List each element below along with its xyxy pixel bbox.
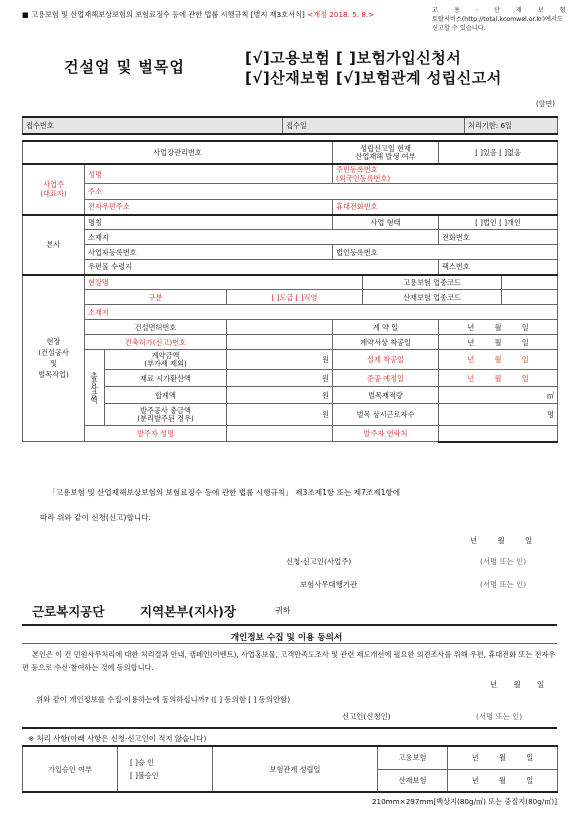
contract-date-label: 계 약 일 — [333, 320, 439, 335]
ind-insurance-date[interactable]: 년 월 일 — [448, 769, 558, 792]
ind-insurance-label: 산재보험 — [378, 769, 448, 792]
receipt-table — [22, 116, 558, 135]
front-side-label: (앞면) — [536, 100, 555, 108]
emp-insurance-label: 고용보험 — [378, 746, 448, 769]
resident-number-field[interactable]: 주민등록번호 (외국인등록번호) — [333, 164, 558, 184]
business-form-label: 사업 형태 — [333, 215, 439, 230]
sub-order-amount-unit[interactable]: 원 — [227, 404, 333, 426]
consent-signer-label: 신고인(신청인) — [342, 712, 391, 721]
material-value-unit[interactable]: 원 — [227, 370, 333, 387]
hq-section-label: 본사 — [23, 215, 85, 275]
recipient-organization: 근로복지공단 — [32, 604, 105, 619]
material-value-label: 재료 시가환산액 — [105, 370, 227, 387]
process-divider — [22, 727, 557, 729]
application-form-table — [22, 140, 558, 443]
sum-unit[interactable]: 원 — [227, 387, 333, 404]
agency-sign[interactable]: (서명 또는 인) — [480, 580, 527, 589]
mgmt-number-label: 사업장관리번호 — [23, 141, 333, 164]
process-table — [22, 745, 558, 793]
site-section-label: 현장 (건설공사 및 벌목작업) — [23, 275, 85, 442]
owner-email-field[interactable]: 전자우편주소 — [85, 200, 333, 215]
sum-label: 합계액 — [105, 387, 227, 404]
consent-body: 본인은 이 건 민원사무처리에 대한 처리결과 안내, 캠페인(이벤트), 사업홍보물, 고객만족도조사 및 관련 제도개선에 필요한 의견조사를 위해 우편, 휴대전화 또는 전자우편 등으로 수신·참여하는 것에 동의합니다. — [22, 650, 556, 672]
workers-unit[interactable]: 명 — [439, 404, 558, 426]
start-date-field[interactable]: 년 월 일 — [439, 335, 558, 350]
orderer-contact-field[interactable] — [439, 426, 558, 442]
consent-date[interactable]: 년 월 일 — [490, 680, 545, 689]
consent-sign[interactable]: (서명 또는 인) — [476, 712, 523, 721]
division-label: 구분 — [85, 290, 227, 305]
receipt-date-label: 접수일 — [283, 117, 465, 134]
contract-amount-label: 계약금액 (부가세 제외) — [105, 350, 227, 370]
consent-divider — [22, 624, 557, 626]
planned-end-label: 준공 예정일 — [333, 370, 439, 387]
emp-industry-code-field[interactable] — [502, 275, 558, 290]
declaration-date[interactable]: 년 월 일 — [470, 536, 533, 545]
consent-question[interactable]: 위와 같이 개인정보를 수집·이용하는에 동의하십니까? ([ ] 동의함 [ ] 동의안함) — [36, 695, 291, 704]
logging-volume-unit[interactable]: ㎥ — [439, 387, 558, 404]
declaration-line1: 「고용보험 및 산업재해보상보험의 보험료징수 등에 관한 법률 시행규칙」 제3조제1항 또는 제7조제1항에 — [48, 488, 401, 497]
logging-volume-label: 벌목재적량 — [333, 387, 439, 404]
hq-location-field[interactable]: 소재지 — [85, 230, 439, 245]
declaration-line2: 따라 위와 같이 신청(신고)합니다. — [40, 513, 151, 522]
consent-title: 개인정보 수집 및 이용 동의서 — [230, 633, 343, 643]
owner-section-label: 사업주 (대표자) — [23, 164, 85, 215]
online-service-note: 고 용 · 산 재 보 험 토탈서비스(http://total.kcomwel.or.kr)에서도 신고할 수 있습니다. — [432, 7, 573, 32]
emp-industry-code-label: 고용보험 업종코드 — [363, 275, 502, 290]
agency-label: 보험사무대행기관 — [300, 580, 358, 589]
establish-date-label: 보험관계 성립일 — [213, 746, 378, 792]
disapprove-option[interactable]: [ ]불승인 — [130, 771, 159, 780]
start-date-label: 계약서상 착공일 — [333, 335, 439, 350]
form-basis-note: ■ 고용보험 및 산업재해보상보험의 보험료징수 등에 관한 법률 시행규칙 [별지 제3호서식] <개정 2018. 5. 8.> — [22, 10, 375, 19]
ind-industry-code-field[interactable] — [502, 290, 558, 305]
mail-address-field[interactable]: 우편물 수령지 — [85, 260, 439, 275]
form-title-line2: [√]산재보험 [√]보험관계 성립신고서 — [245, 69, 502, 87]
owner-mobile-field[interactable]: 휴대전화번호 — [333, 200, 558, 215]
receipt-number-label: 접수번호 — [23, 117, 283, 134]
hq-phone-field[interactable]: 전화번호 — [439, 230, 558, 245]
paper-spec-footer: 210mm×297mm[백상지(80g/㎡) 또는 중질지(80g/㎡)] — [371, 797, 557, 806]
license-number-label: 건설면허번호 — [85, 320, 227, 335]
recipient-suffix: 귀하 — [275, 606, 291, 615]
approve-option[interactable]: [ ]승 인 — [130, 758, 155, 767]
contract-date-field[interactable]: 년 월 일 — [439, 320, 558, 335]
process-title: ※ 처리 사항(아래 사항은 신청·신고인이 적지 않습니다) — [28, 734, 207, 743]
applicant-label: 신청·신고인(사업주) — [286, 557, 352, 566]
company-name-field[interactable]: 명칭 — [85, 215, 333, 230]
emp-insurance-date[interactable]: 년 월 일 — [448, 746, 558, 769]
corp-reg-number-field[interactable]: 법인등록번호 — [333, 245, 558, 260]
division-options[interactable]: [ ]도급 [ ]직영 — [227, 290, 363, 305]
owner-name-field[interactable]: 성명 — [85, 164, 333, 184]
approval-label: 가입승인 여부 — [23, 746, 118, 792]
owner-address-field[interactable]: 주소 — [85, 184, 558, 200]
actual-start-label: 실제 착공일 — [333, 350, 439, 370]
site-name-field[interactable]: 현장명 — [85, 275, 363, 290]
site-location-field[interactable]: 소재지 — [85, 305, 558, 320]
processing-period: 처리기한: 6일 — [465, 117, 558, 134]
consent-title-divider — [22, 643, 557, 644]
sub-order-amount-label: 발주공사 총금액 (분리발주된 경우) — [105, 404, 227, 426]
business-form-options[interactable]: [ ]법인 [ ]개인 — [439, 215, 558, 230]
orderer-contact-label: 발주자 연락처 — [333, 426, 439, 442]
planned-end-field[interactable]: 년 월 일 — [439, 370, 558, 387]
revision-note: <개정 2018. 5. 8.> — [307, 10, 375, 19]
fax-field[interactable]: 팩스번호 — [439, 260, 558, 275]
permit-number-label: 건축허가(신고)번호 — [85, 335, 227, 350]
ind-industry-code-label: 산재보험 업종코드 — [363, 290, 502, 305]
applicant-sign[interactable]: (서명 또는 인) — [480, 557, 527, 566]
business-type-title: 건설업 및 벌목업 — [64, 58, 185, 76]
business-reg-number-field[interactable]: 사업자등록번호 — [85, 245, 333, 260]
orderer-name-label: 발주자 성명 — [85, 426, 227, 442]
workers-label: 벌목 상시근로자수 — [333, 404, 439, 426]
approval-options[interactable] — [118, 746, 213, 792]
form-title-line1: [√]고용보험 [ ]보험가입신청서 — [245, 49, 462, 67]
orderer-name-field[interactable] — [227, 426, 333, 442]
accident-question: 성립신고일 현재 산업재해 발생 여부 — [333, 141, 439, 164]
total-amount-label: 총공사금액 — [85, 350, 105, 426]
actual-start-field[interactable]: 년 월 일 — [439, 350, 558, 370]
accident-options[interactable]: [ ]있음 [ ]없음 — [439, 141, 558, 164]
recipient-branch: 지역본부(지사)장 — [140, 604, 236, 619]
contract-amount-unit[interactable]: 원 — [227, 350, 333, 370]
